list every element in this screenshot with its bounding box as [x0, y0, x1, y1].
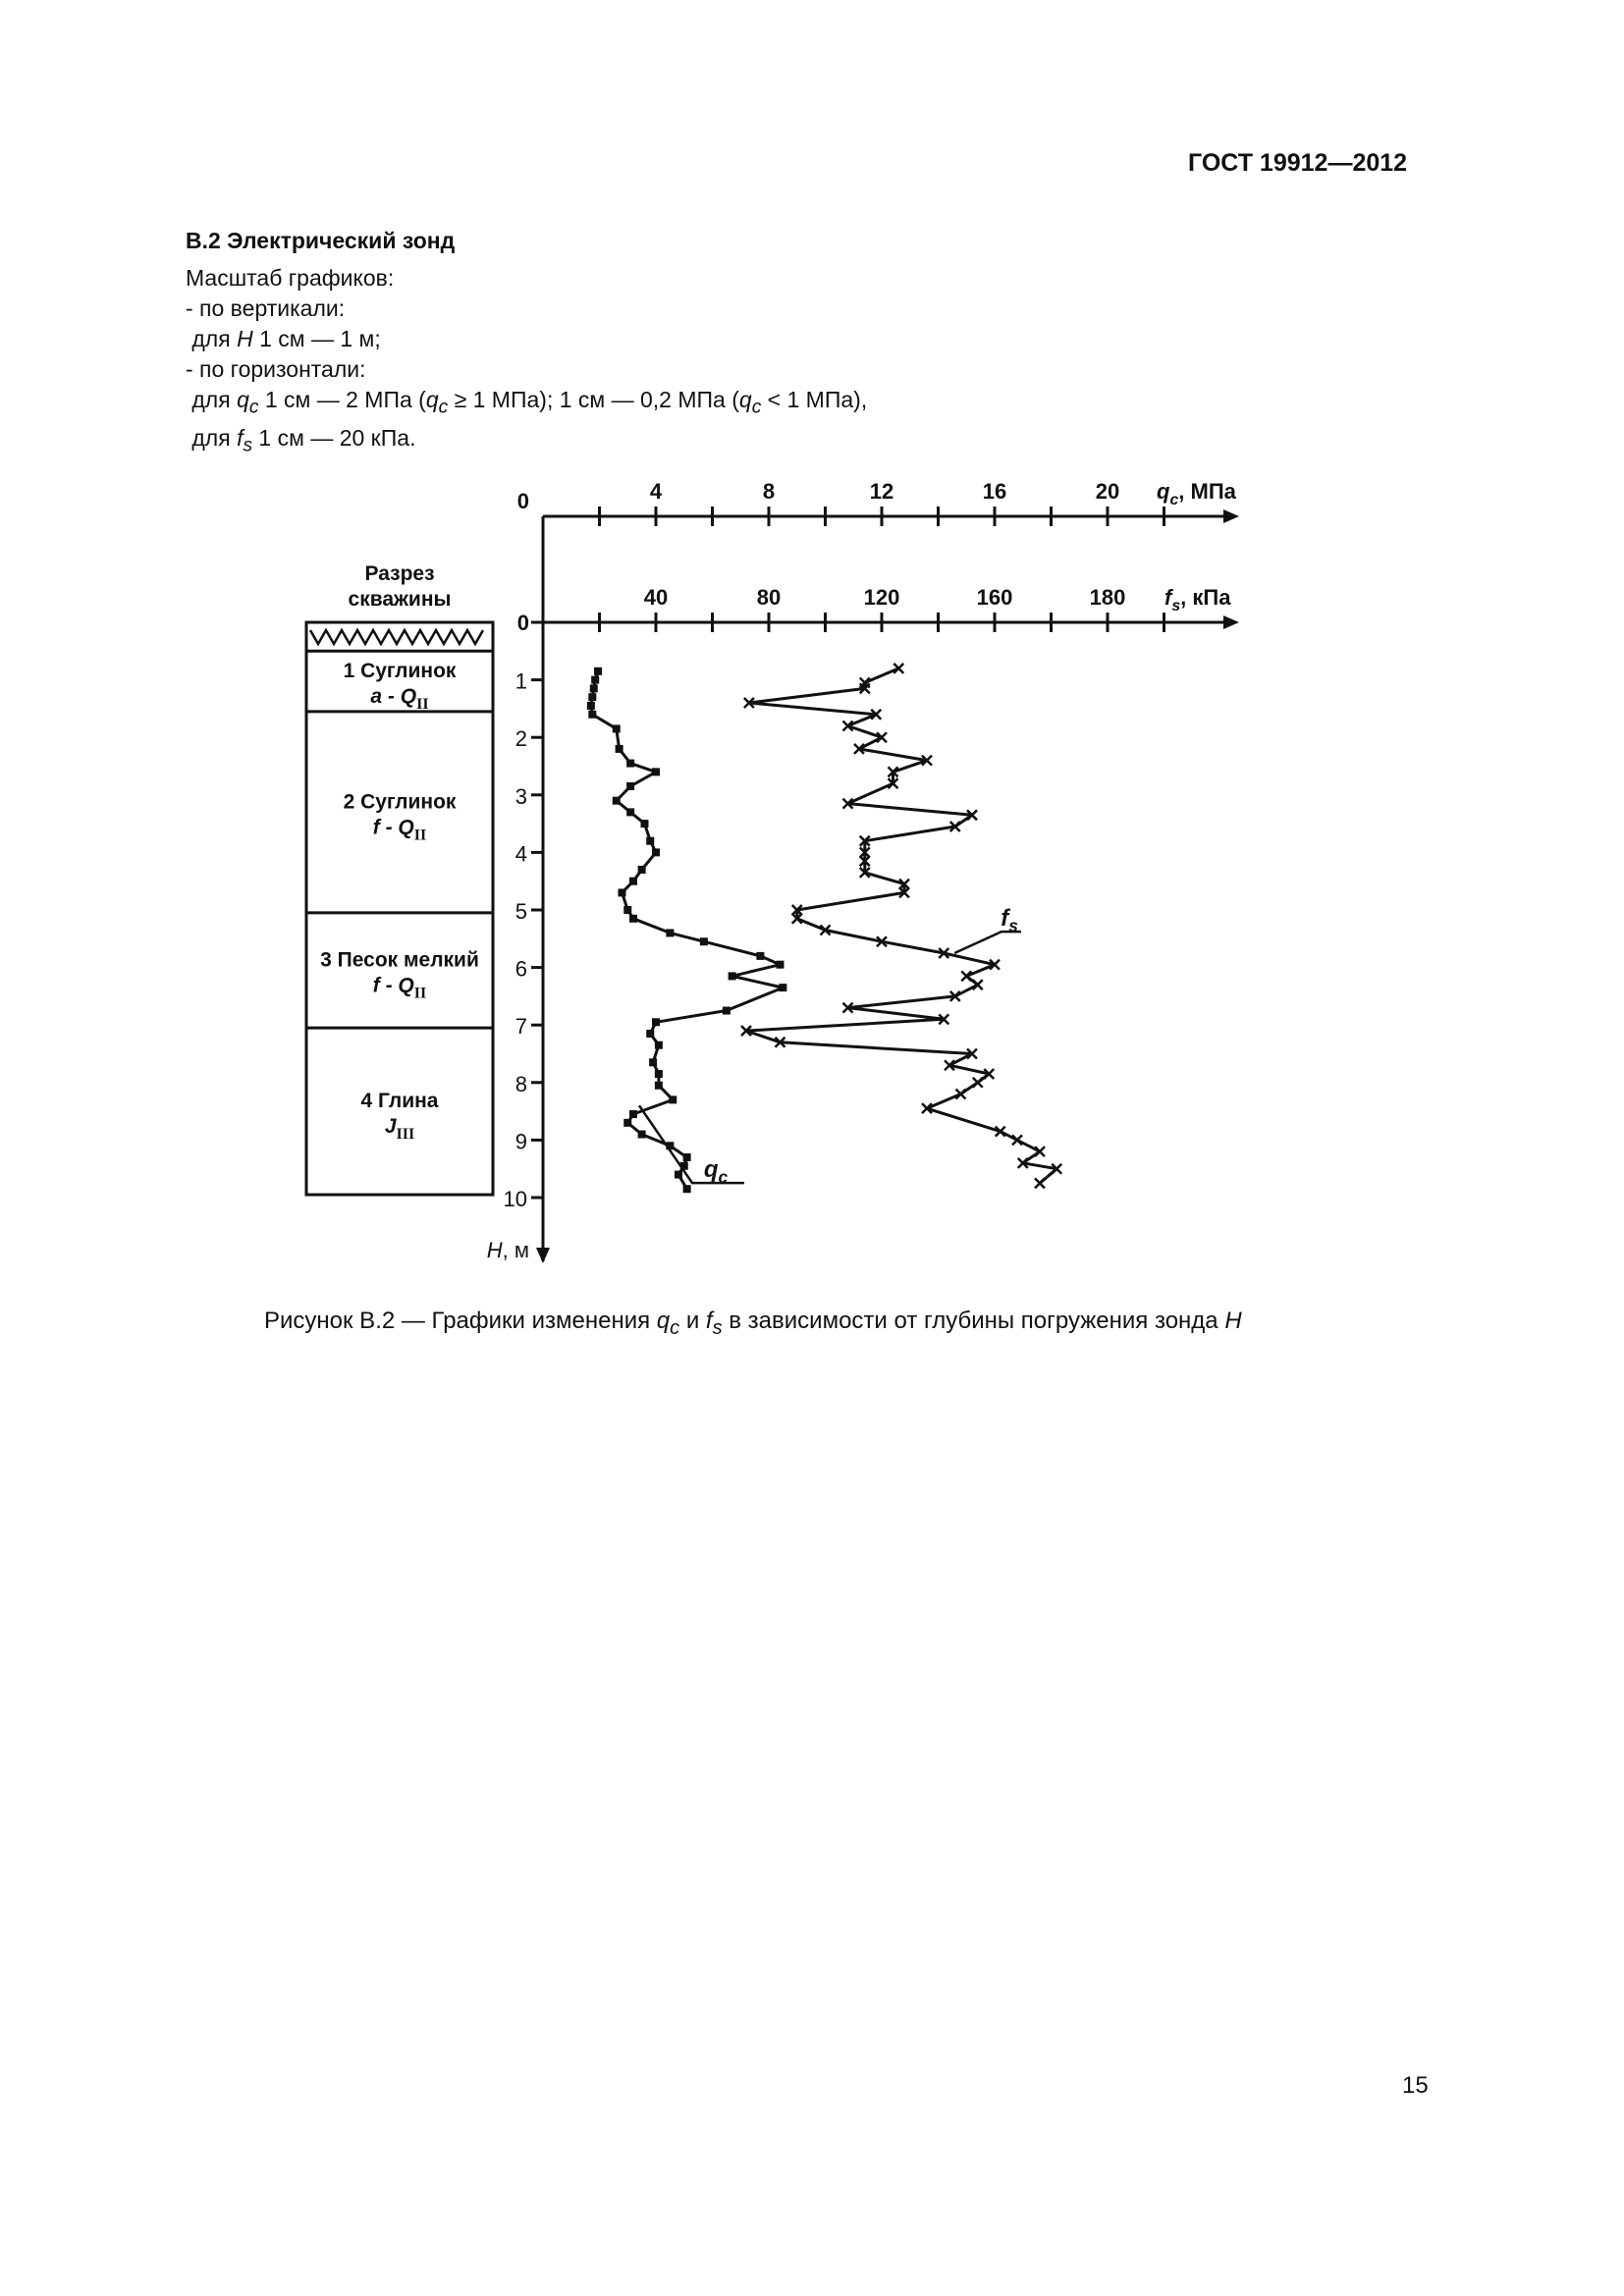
- y-tick-label: 5: [514, 899, 527, 924]
- qc-point: [590, 684, 598, 692]
- qc-point: [616, 745, 623, 753]
- fs-axis-title: $f_s$, кПа: [1164, 585, 1231, 614]
- vertical-rule: для H 1 см — 1 м;: [191, 326, 381, 351]
- soil-cover-hatch: [310, 630, 483, 644]
- fs-point: [973, 980, 983, 989]
- layer-name: 2 Суглинок: [343, 790, 457, 814]
- qc-point: [723, 1007, 731, 1015]
- qc-tick-label: 12: [869, 479, 894, 504]
- borehole-title: скважины: [348, 588, 452, 611]
- fs-zero-label: 0: [516, 611, 529, 635]
- y-tick-label: 10: [503, 1187, 527, 1211]
- y-tick-label: 1: [514, 668, 527, 694]
- fs-series-label: $f_s$: [1001, 905, 1018, 936]
- qc-point: [613, 797, 621, 805]
- qc-point: [588, 711, 596, 719]
- y-tick-label: 8: [514, 1071, 527, 1096]
- y-tick-label: 9: [514, 1129, 527, 1154]
- fs-point: [1035, 1147, 1045, 1156]
- fs-point: [1012, 1135, 1022, 1145]
- fs-tick-label: 180: [1089, 585, 1126, 610]
- y-tick-label: 6: [514, 956, 527, 982]
- qc-point: [646, 837, 654, 845]
- standard-number: ГОСТ 19912—2012: [1188, 149, 1408, 177]
- qc-point: [666, 929, 674, 936]
- fs-axis-arrow: [1223, 615, 1239, 629]
- y-tick-label: 7: [514, 1014, 527, 1040]
- qc-point: [623, 1119, 631, 1127]
- qc-point: [619, 888, 626, 896]
- horizontal-rule-fs: для $f_s$ 1 см — 20 кПа.: [191, 424, 416, 456]
- qc-point: [594, 667, 602, 675]
- qc-point: [588, 693, 596, 701]
- qc-point: [613, 724, 621, 732]
- qc-point: [626, 760, 634, 768]
- qc-point: [729, 972, 736, 980]
- qc-point: [623, 906, 631, 914]
- layer-name: 4 Глина: [360, 1090, 439, 1113]
- qc-point: [646, 1030, 654, 1038]
- borehole-title: Разрез: [364, 562, 435, 585]
- qc-point: [777, 961, 785, 969]
- fs-tick-label: 120: [863, 585, 900, 610]
- fs-point: [973, 1078, 983, 1088]
- layer-name: 1 Суглинок: [343, 660, 457, 683]
- scale-title: Масштаб графиков:: [186, 265, 395, 291]
- fs-tick-label: 80: [756, 585, 782, 610]
- fs-tick-label: 160: [976, 585, 1013, 610]
- section-title: В.2 Электрический зонд: [186, 228, 456, 253]
- qc-point: [669, 1095, 677, 1103]
- qc-point: [629, 915, 637, 923]
- y-axis-label: H, м: [486, 1238, 529, 1262]
- qc-series-label: $q_c$: [703, 1156, 729, 1188]
- qc-point: [652, 768, 660, 775]
- qc-tick-label: 16: [982, 479, 1007, 504]
- layer-symbol: f - $Q_{II}$: [372, 816, 427, 844]
- qc-leader: [639, 1105, 744, 1183]
- y-axis-arrow: [536, 1248, 550, 1263]
- qc-point: [638, 866, 646, 874]
- figure-caption: Рисунок В.2 — Графики изменения $q_c$ и $f_s$ в зависимости от глубины погружения зонда H: [264, 1308, 1242, 1339]
- layer-name: 3 Песок мелкий: [320, 948, 479, 972]
- qc-point: [638, 1131, 646, 1139]
- horizontal-label: - по горизонтали:: [186, 356, 366, 382]
- page-number: 15: [1402, 2072, 1429, 2099]
- qc-zero-label: 0: [516, 489, 529, 513]
- vertical-label: - по вертикали:: [186, 295, 346, 321]
- qc-point: [700, 937, 708, 945]
- y-tick-label: 3: [514, 783, 527, 809]
- qc-point: [629, 878, 637, 885]
- qc-point: [641, 820, 649, 828]
- qc-tick-label: 20: [1095, 479, 1120, 504]
- qc-point: [591, 676, 599, 684]
- horizontal-rule-qc: для $q_c$ 1 см — 2 МПа ($q_c \ge 1$ МПа); 1 см — 0,2 МПа ($q_c < 1$ МПа),: [191, 387, 868, 418]
- qc-point: [779, 984, 786, 991]
- qc-point: [655, 1070, 663, 1078]
- qc-point: [683, 1185, 691, 1193]
- layer-symbol: a - $Q_{II}$: [370, 685, 429, 714]
- qc-point: [626, 808, 634, 816]
- qc-point: [675, 1171, 682, 1179]
- layer-symbol: f - $Q_{II}$: [372, 974, 427, 1002]
- qc-point: [652, 1018, 660, 1026]
- qc-point: [649, 1058, 657, 1066]
- fs-point: [1035, 1178, 1045, 1188]
- y-tick-label: 2: [514, 726, 527, 752]
- layer-symbol: $J_{III}$: [384, 1115, 415, 1144]
- qc-axis-title: $q_c$, МПа: [1157, 479, 1236, 508]
- qc-point: [683, 1153, 691, 1161]
- qc-point: [626, 782, 634, 790]
- y-tick-label: 4: [514, 841, 527, 867]
- qc-point: [756, 952, 764, 960]
- fs-tick-label: 40: [643, 585, 669, 610]
- qc-axis-arrow: [1223, 509, 1239, 523]
- qc-point: [655, 1082, 663, 1090]
- qc-point: [652, 848, 660, 856]
- qc-tick-label: 4: [649, 479, 663, 504]
- qc-point: [587, 702, 595, 710]
- qc-tick-label: 8: [762, 479, 776, 504]
- qc-point: [629, 1110, 637, 1118]
- qc-point: [655, 1041, 663, 1049]
